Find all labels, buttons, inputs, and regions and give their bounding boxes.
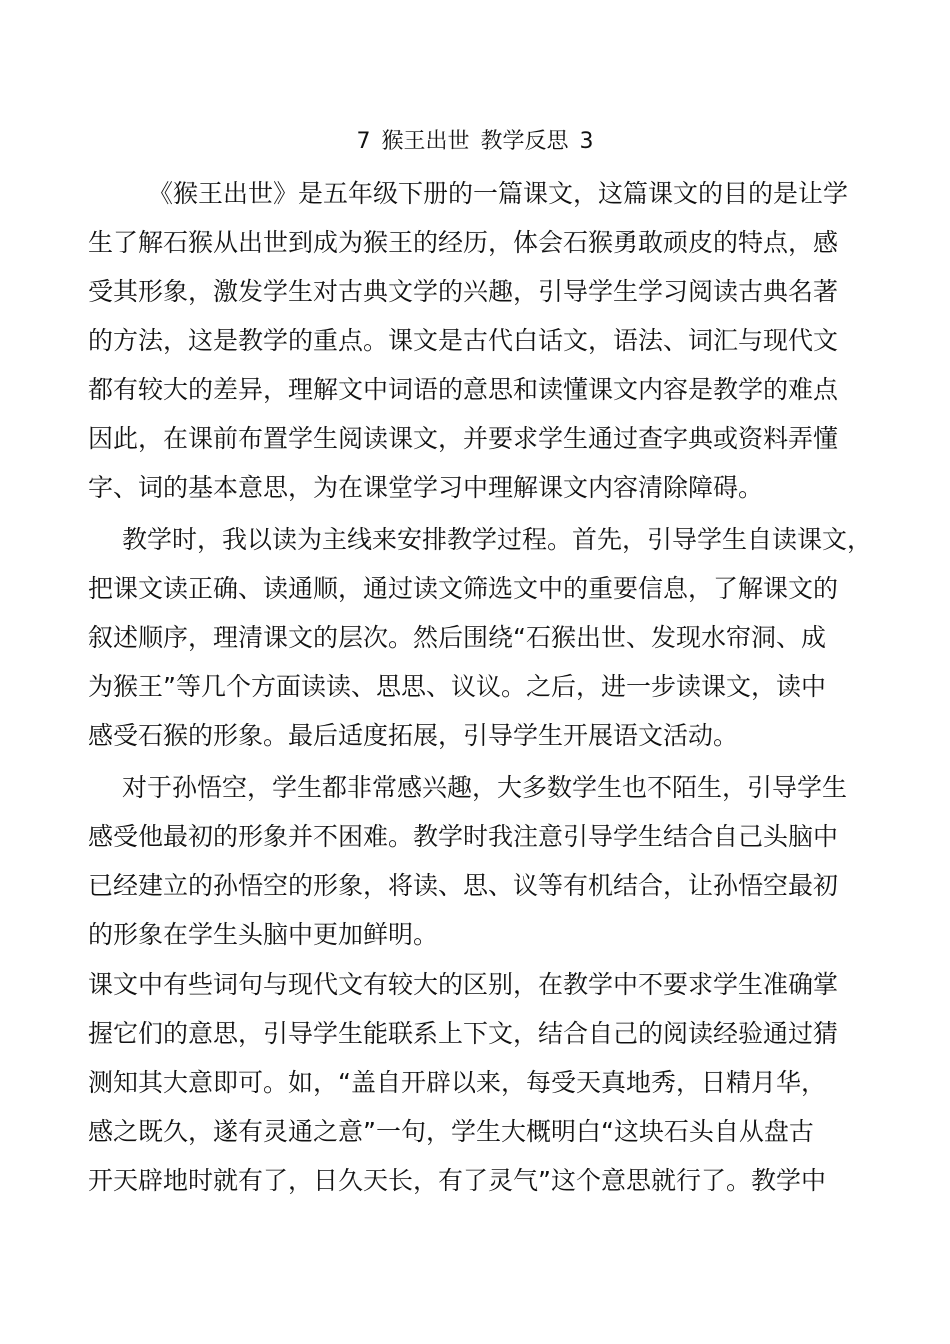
paragraph-line: 都有较大的差异，理解文中词语的意思和读懂课文内容是教学的难点: [88, 375, 839, 404]
paragraph-line: 开天辟地时就有了，日久天长，有了灵气”这个意思就行了。教学中: [88, 1166, 826, 1195]
paragraph-line: 感受石猴的形象。最后适度拓展，引导学生开展语文活动。: [88, 721, 739, 750]
paragraph-line: 教学时，我以读为主线来安排教学过程。首先，引导学生自读课文，: [122, 525, 873, 554]
paragraph-line: 受其形象，激发学生对古典文学的兴趣，引导学生学习阅读古典名著: [88, 277, 839, 306]
paragraph-line: 为猴王”等几个方面读读、思思、议议。之后，进一步读课文，读中: [88, 672, 826, 701]
paragraph-line: 生了解石猴从出世到成为猴王的经历，体会石猴勇敢顽皮的特点，感: [88, 228, 839, 257]
paragraph-line: 感之既久，遂有灵通之意”一句，学生大概明白“这块石头自从盘古: [88, 1117, 814, 1146]
paragraph-line: 字、词的基本意思，为在课堂学习中理解课文内容清除障碍。: [88, 473, 764, 502]
paragraph-line: 把课文读正确、读通顺，通过读文筛选文中的重要信息，了解课文的: [88, 574, 839, 603]
paragraph-line: 感受他最初的形象并不困难。教学时我注意引导学生结合自己头脑中: [88, 822, 839, 851]
paragraph-line: 因此，在课前布置学生阅读课文，并要求学生通过查字典或资料弄懂: [88, 424, 839, 453]
paragraph-line: 课文中有些词句与现代文有较大的区别，在教学中不要求学生准确掌: [88, 970, 839, 999]
paragraph-line: 测知其大意即可。如，“盖自开辟以来，每受天真地秀，日精月华，: [88, 1068, 826, 1097]
document-title: 7 猴王出世 教学反思 3: [356, 129, 594, 154]
paragraph-line: 的形象在学生头脑中更加鲜明。: [88, 920, 439, 949]
paragraph-line: 对于孙悟空，学生都非常感兴趣，大多数学生也不陌生，引导学生: [122, 773, 848, 802]
paragraph-line: 的方法，这是教学的重点。课文是古代白话文，语法、词汇与现代文: [88, 326, 839, 355]
paragraph-line: 握它们的意思，引导学生能联系上下文，结合自己的阅读经验通过猜: [88, 1019, 839, 1048]
paragraph-line: 叙述顺序，理清课文的层次。然后围绕“石猴出世、发现水帘洞、成: [88, 623, 826, 652]
paragraph-line: 《猴王出世》是五年级下册的一篇课文，这篇课文的目的是让学: [148, 179, 849, 208]
paragraph-line: 已经建立的孙悟空的形象，将读、思、议等有机结合，让孙悟空最初: [88, 871, 839, 900]
